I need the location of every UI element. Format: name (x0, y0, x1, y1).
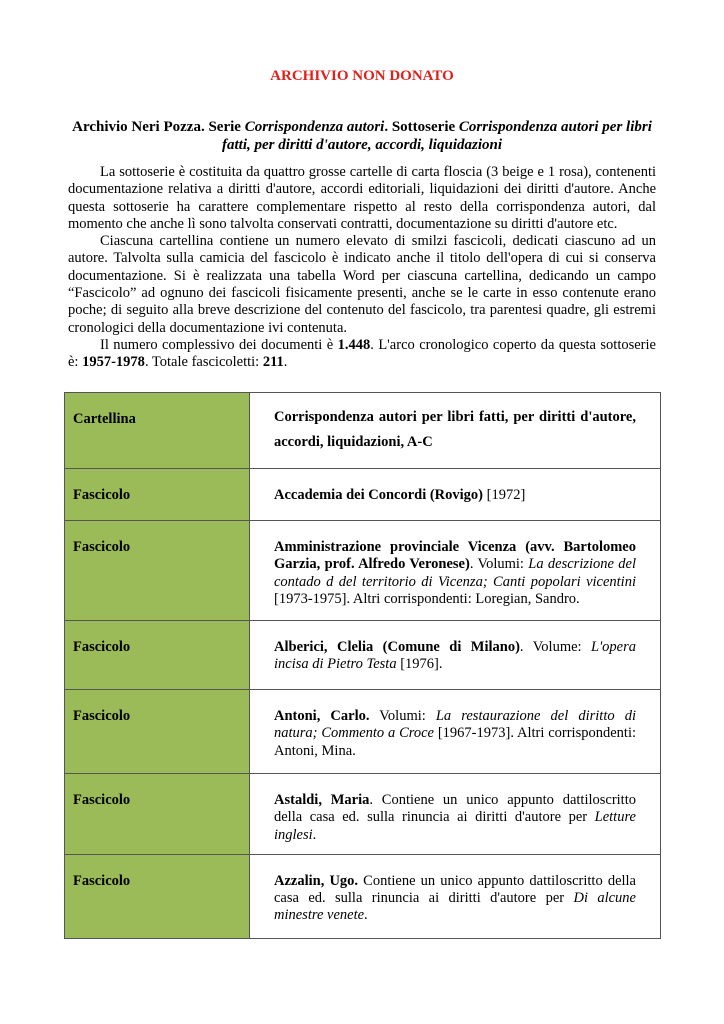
subtitle-part-3: . Sottoserie (384, 119, 459, 135)
table-row (65, 690, 661, 774)
intro-paragraph-1: La sottoserie è costituita da quattro grosse cartelle di carta floscia (3 beige e 1 rosa), contenenti documentazione relativa a diritti d'autore, accordi editoriali, liquidazioni dei diritti d'autore. Anche questa sottoserie ha carattere complementare rispetto al resto della corrispondenza autori, dal momento che anche lì sono talvolta conservati contratti, documentazione su diritti d'autore etc. (68, 164, 656, 232)
fascicolo-text: . Volumi: (469, 556, 529, 573)
fascicle-total: 211 (262, 354, 284, 371)
fascicolo-text: Volumi: (369, 708, 436, 724)
fascicolo-label: Fascicolo (65, 621, 250, 690)
fascicolo-work-title: L'opera incisa di Pietro Testa (274, 639, 636, 673)
intro-paragraph-2: Ciascuna cartellina contiene un numero elevato di smilzi fascicoli, dedicati ciascuno ad un autore. Talvolta sulla camicia del fascicolo è indicato anche il titolo dell'opera di cui si conserva documentazione. Si è realizzata una tabella Word per ciascuna cartellina, dedicando un campo “Fascicolo” ad ognuno dei fascicoli fisicamente presenti, anche se le carte in esso contenute erano poche; di seguito alla breve descrizione del contenuto del fascicolo, tra parentesi quadre, gli estremi cronologici della documentazione ivi contenuta. (68, 233, 656, 336)
fascicolo-dates: [1973-1975]. Altri corrispondenti: Loregian, Sandro. (274, 590, 580, 607)
date-range: 1957-1978 (82, 354, 145, 371)
fascicolo-name: Accademia dei Concordi (Rovigo) (274, 487, 484, 503)
fascicolo-work-title: La restaurazione del diritto di natura; Commento a Croce (274, 708, 636, 742)
fascicolo-dates: [1972] (483, 487, 526, 503)
fascicolo-text: . Volume: (519, 639, 591, 655)
fascicolo-end: . (364, 907, 368, 924)
para3-text-g: . (283, 354, 288, 371)
fascicolo-name: Antoni, Carlo. (274, 708, 370, 724)
cartellina-label: Cartellina (65, 393, 250, 469)
fascicolo-description (250, 469, 661, 521)
subtitle-series-name: Corrispondenza autori (244, 119, 385, 135)
para3-text-e: . Totale fascicoletti: (144, 354, 263, 371)
fascicolo-text: Contiene un unico appunto dattiloscritto della casa ed. sulla rinuncia ai diritti d'autore per (274, 872, 636, 907)
fascicolo-work-title: Letture inglesi (274, 809, 636, 843)
intro-paragraph-3 (68, 337, 656, 372)
document-subtitle (68, 118, 656, 154)
table-row-cartellina (65, 393, 661, 469)
fascicolo-dates: [1976]. (396, 656, 443, 673)
table-row (65, 854, 661, 938)
cartellina-title: Corrispondenza autori per libri fatti, per diritti d'autore, accordi, liquidazioni, A-C (250, 393, 661, 469)
fascicolo-text: . Contiene un unico appunto dattiloscritto della casa ed. sulla rinuncia ai diritti d'autore per (274, 792, 636, 826)
document-title: ARCHIVIO NON DONATO (270, 68, 454, 84)
fascicolo-description (250, 690, 661, 774)
fascicolo-description (250, 854, 661, 938)
subtitle-part-1: Archivio Neri Pozza. Serie (72, 119, 245, 135)
fascicolo-description (250, 621, 661, 690)
fascicle-table (64, 392, 661, 939)
fascicolo-description (250, 774, 661, 855)
para3-text-a: Il numero complessivo dei documenti è (100, 336, 338, 353)
fascicolo-label: Fascicolo (65, 469, 250, 521)
fascicolo-description (250, 521, 661, 621)
table-row (65, 621, 661, 690)
para3-text-c: . L'arco cronologico coperto da questa sottoserie è: (68, 336, 656, 371)
fascicolo-name: Amministrazione provinciale Vicenza (avv. Bartolomeo Garzia, prof. Alfredo Veronese) (274, 539, 636, 573)
fascicolo-end: . (312, 826, 317, 843)
fascicolo-work-title: Di alcune minestre venete (274, 890, 636, 924)
fascicolo-label: Fascicolo (65, 774, 250, 855)
fascicolo-label: Fascicolo (65, 521, 250, 621)
fascicolo-work-title: La descrizione del contado d del territorio di Vicenza; Canti popolari vicentini (274, 556, 636, 590)
subtitle-subseries-name: Corrispondenza autori per libri fatti, per diritti d'autore, accordi, liquidazioni (221, 119, 652, 153)
table-row (65, 774, 661, 855)
fascicolo-name: Alberici, Clelia (Comune di Milano) (274, 639, 520, 655)
fascicolo-name: Astaldi, Maria (274, 792, 370, 808)
table-row (65, 521, 661, 621)
fascicolo-dates: [1967-1973]. Altri corrispondenti: Antoni, Mina. (274, 725, 636, 759)
fascicolo-name: Azzalin, Ugo. (274, 872, 359, 889)
intro-text (68, 164, 656, 372)
document-count: 1.448 (337, 336, 371, 353)
fascicolo-label: Fascicolo (65, 854, 250, 938)
table-row (65, 469, 661, 521)
fascicolo-label: Fascicolo (65, 690, 250, 774)
